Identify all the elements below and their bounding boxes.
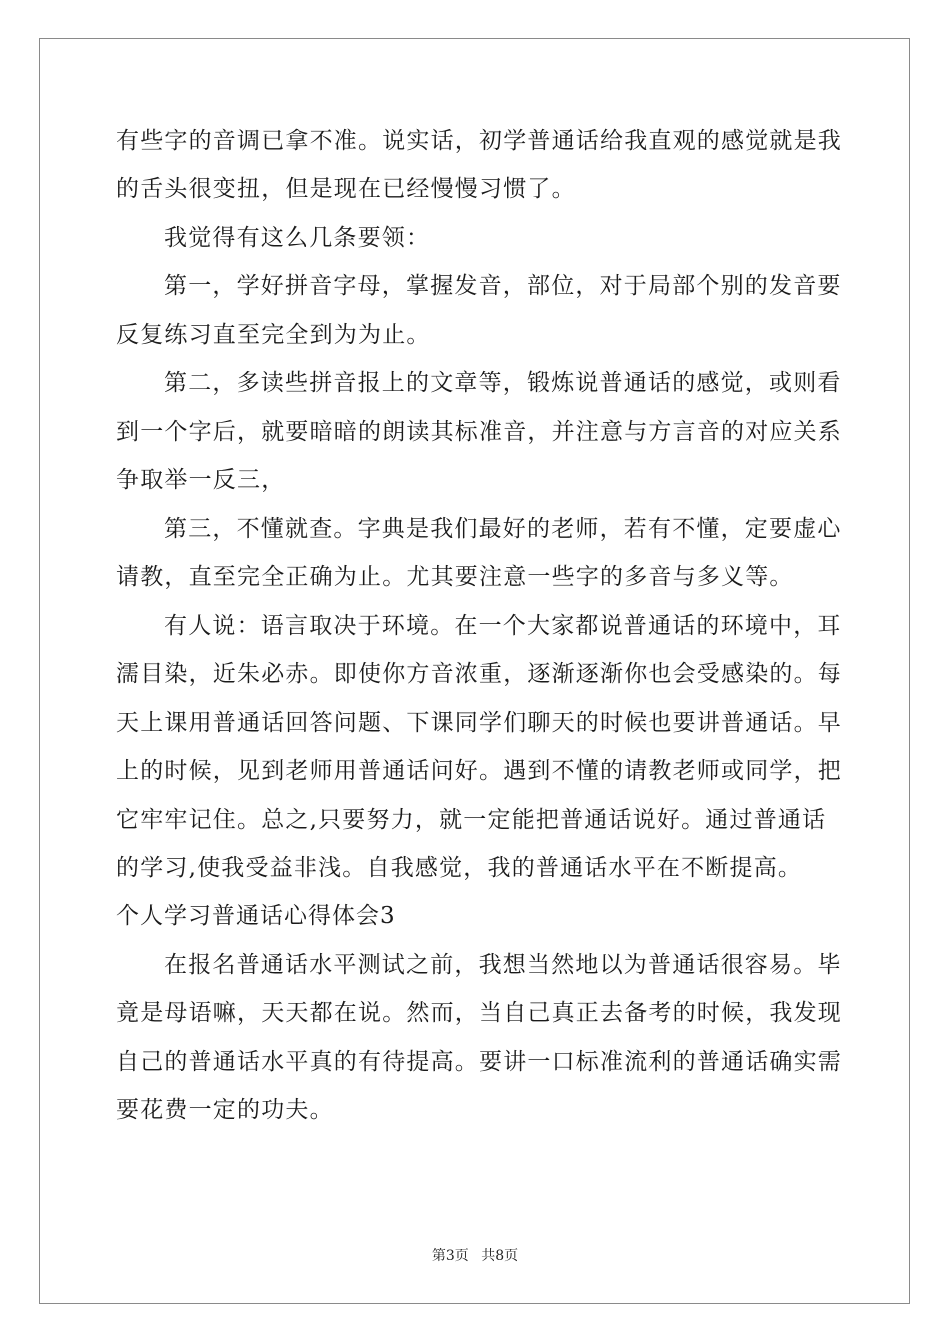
text-line: 有人说：语言取决于环境。在一个大家都说普通话的环境中，耳 [164, 613, 842, 639]
text-line: 天上课用普通话回答问题、下课同学们聊天的时候也要讲普通话。早 [116, 710, 842, 736]
text-line: 到一个字后，就要暗暗的朗读其标准音，并注意与方言音的对应关系 [116, 419, 842, 445]
text-line: 我觉得有这么几条要领： [164, 225, 431, 251]
text-line: 上的时候，见到老师用普通话问好。遇到不懂的请教老师或同学，把 [116, 758, 842, 784]
text-line: 争取举一反三， [116, 467, 286, 493]
text-line: 反复练习直至完全到为为止。 [116, 322, 431, 348]
text-line: 在报名普通话水平测试之前，我想当然地以为普通话很容易。毕 [164, 952, 842, 978]
text-line: 请教，直至完全正确为止。尤其要注意一些字的多音与多义等。 [116, 564, 794, 590]
text-line: 濡目染，近朱必赤。即使你方音浓重，逐渐逐渐你也会受感染的。每 [116, 661, 842, 687]
page-footer [0, 1247, 950, 1265]
text-line: 要花费一定的功夫。 [116, 1097, 334, 1123]
text-line: 第二，多读些拼音报上的文章等，锻炼说普通话的感觉，或则看 [164, 370, 842, 396]
text-line: 的学习,使我受益非浅。自我感觉，我的普通话水平在不断提高。 [116, 855, 803, 881]
page-number: 第3页 [431, 1248, 469, 1264]
text-line: 有些字的音调已拿不准。说实话，初学普通话给我直观的感觉就是我 [116, 128, 842, 154]
page-total: 共8页 [481, 1248, 519, 1264]
text-line: 第三，不懂就查。字典是我们最好的老师，若有不懂，定要虚心 [164, 516, 842, 542]
text-line: 第一，学好拼音字母，掌握发音，部位，对于局部个别的发音要 [164, 273, 842, 299]
section-heading: 个人学习普通话心得体会3 [116, 903, 396, 929]
text-line: 竟是母语嘛，天天都在说。然而，当自己真正去备考的时候，我发现 [116, 1000, 842, 1026]
text-line: 它牢牢记住。总之,只要努力，就一定能把普通话说好。通过普通话 [116, 807, 827, 833]
text-line: 的舌头很变扭，但是现在已经慢慢习惯了。 [116, 176, 576, 202]
text-line: 自己的普通话水平真的有待提高。要讲一口标准流利的普通话确实需 [116, 1049, 842, 1075]
